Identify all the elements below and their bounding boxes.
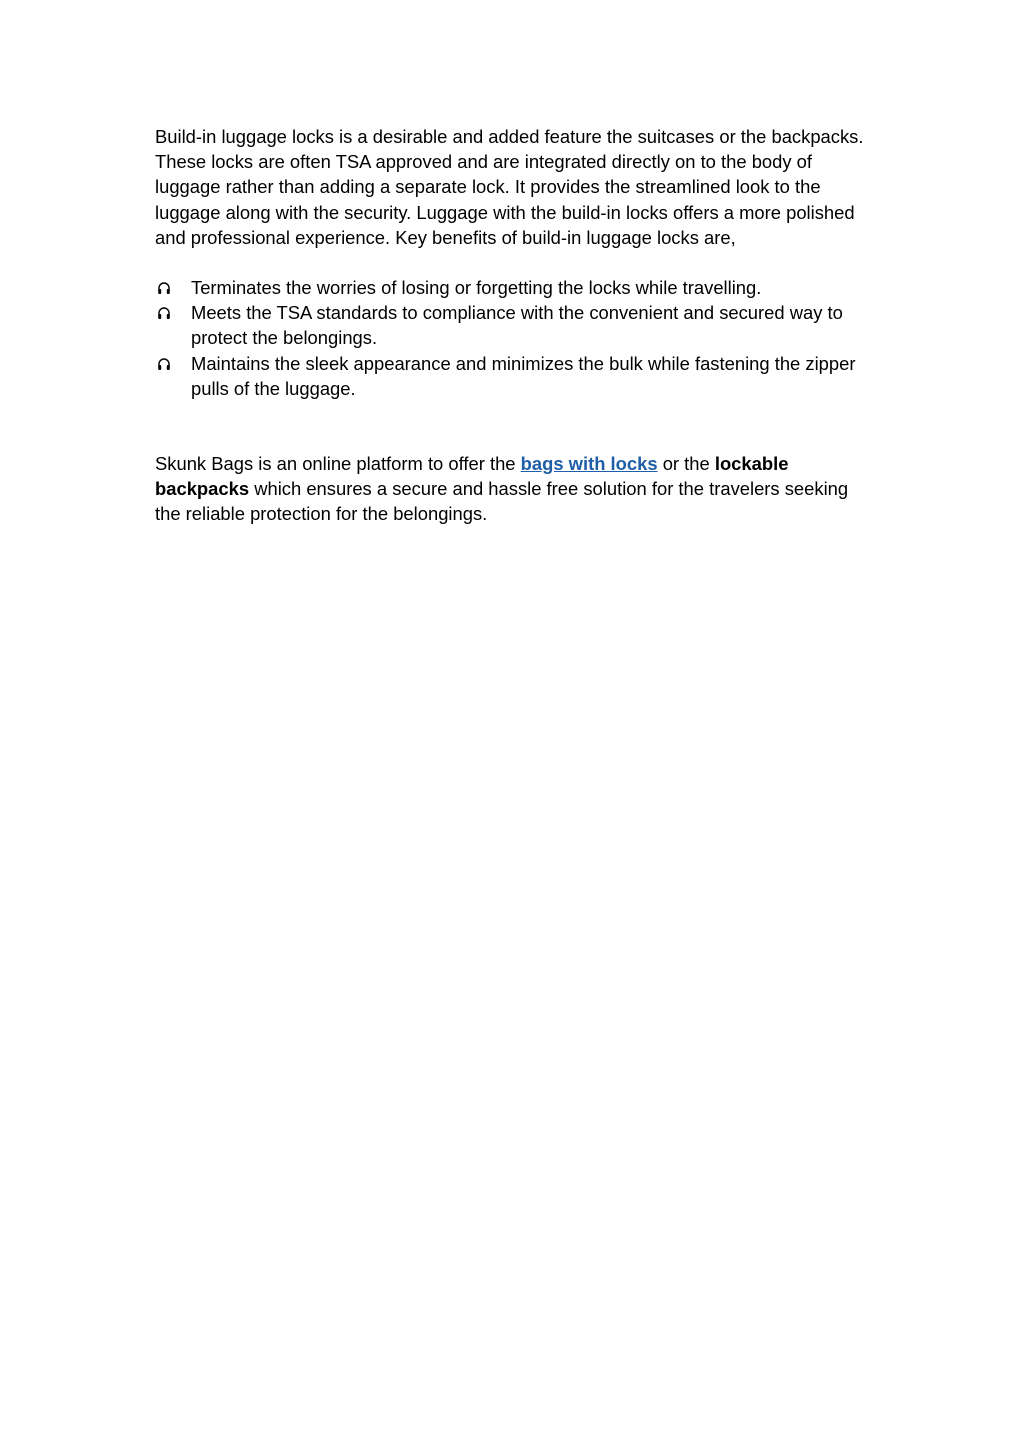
headphones-icon (157, 357, 171, 371)
list-item (155, 351, 875, 401)
headphones-icon (157, 306, 171, 320)
closing-text-end: which ensures a secure and hassle free solution for the travelers seeking the reliable protection for the belongings. (155, 478, 849, 525)
closing-text-start: Skunk Bags is an online platform to offer the (155, 453, 521, 475)
closing-paragraph (155, 451, 875, 527)
list-item (155, 300, 875, 350)
list-item-text: Meets the TSA standards to compliance with the convenient and secured way to protect the belongings. (191, 302, 843, 349)
benefits-list (155, 275, 875, 401)
list-item-text: Maintains the sleek appearance and minimizes the bulk while fastening the zipper pulls of the luggage. (191, 352, 856, 399)
list-item-text: Terminates the worries of losing or forgetting the locks while travelling. (191, 277, 762, 299)
closing-text-between: or the (657, 453, 715, 475)
document-page (155, 124, 875, 527)
list-item (155, 275, 875, 300)
bags-with-locks-link[interactable]: bags with locks (520, 453, 658, 475)
intro-paragraph: Build-in luggage locks is a desirable and added feature the suitcases or the backpacks. These locks are often TSA approved and are integrated directly on to the body of luggage rather than adding a separate lock. It provides the streamlined look to the luggage along with the security. Luggage with the build-in locks offers a more polished and professional experience. Key benefits of build-in luggage locks are, (155, 126, 864, 248)
headphones-icon (157, 281, 171, 295)
lockable-backpacks-text: lockable backpacks (155, 453, 789, 500)
